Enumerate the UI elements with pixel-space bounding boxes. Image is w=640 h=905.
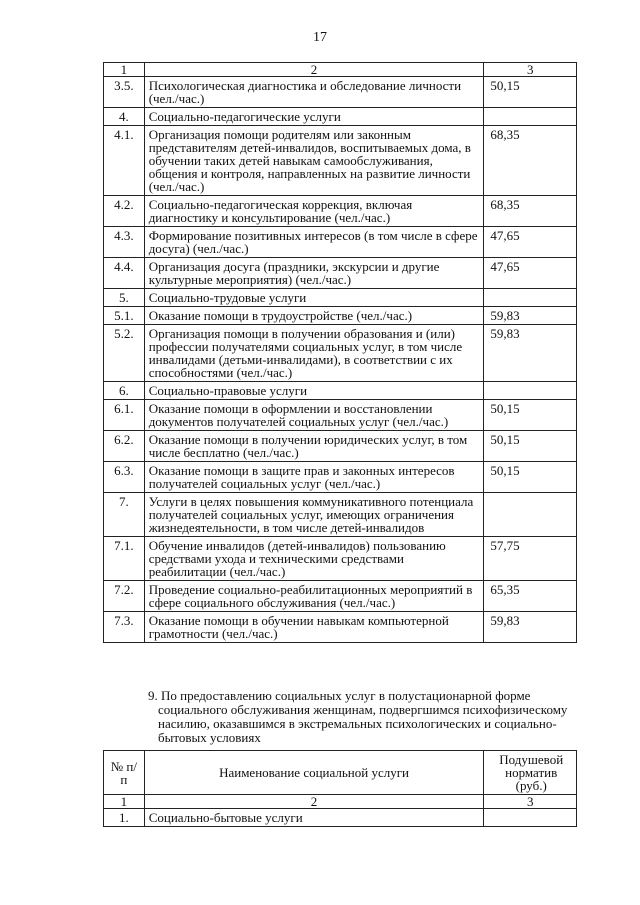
table-row <box>104 612 577 643</box>
norm-value: 47,65 <box>484 258 577 289</box>
table-row <box>104 462 577 493</box>
norm-value <box>484 493 577 537</box>
column-index-3: 3 <box>484 63 577 77</box>
column-header-norm: Подушевой норматив (руб.) <box>484 751 577 795</box>
service-name: Формирование позитивных интересов (в том числе в сфере досуга) (чел./час.) <box>144 227 484 258</box>
row-number: 6.3. <box>104 462 145 493</box>
row-number: 4.3. <box>104 227 145 258</box>
norm-value <box>484 382 577 400</box>
row-number: 6.1. <box>104 400 145 431</box>
norm-value: 59,83 <box>484 612 577 643</box>
service-name: Проведение социально-реабилитационных мероприятий в сфере социального обслуживания (чел./час.) <box>144 581 484 612</box>
row-number: 3.5. <box>104 77 145 108</box>
row-number: 5.1. <box>104 307 145 325</box>
row-number: 5.2. <box>104 325 145 382</box>
row-number: 7.2. <box>104 581 145 612</box>
service-name: Социально-правовые услуги <box>144 382 484 400</box>
norm-value: 50,15 <box>484 462 577 493</box>
table-row <box>104 400 577 431</box>
row-number: 5. <box>104 289 145 307</box>
service-name: Организация досуга (праздники, экскурсии и другие культурные мероприятия) (чел./час.) <box>144 258 484 289</box>
service-name: Оказание помощи в получении юридических услуг, в том числе бесплатно (чел./час.) <box>144 431 484 462</box>
column-index-1: 1 <box>104 63 145 77</box>
norm-value: 68,35 <box>484 126 577 196</box>
norm-value: 50,15 <box>484 77 577 108</box>
norm-value: 59,83 <box>484 325 577 382</box>
row-number: 4.1. <box>104 126 145 196</box>
row-number: 7.3. <box>104 612 145 643</box>
service-name: Социально-бытовые услуги <box>144 809 484 827</box>
table-row <box>104 493 577 537</box>
table-row <box>104 227 577 258</box>
service-name: Психологическая диагностика и обследование личности (чел./час.) <box>144 77 484 108</box>
section-9-line-1: 9. По предоставлению социальных услуг в полустационарной форме <box>148 688 531 703</box>
service-name: Социально-педагогические услуги <box>144 108 484 126</box>
norm-value: 57,75 <box>484 537 577 581</box>
table-row <box>104 537 577 581</box>
table-row <box>104 307 577 325</box>
row-number: 7.1. <box>104 537 145 581</box>
column-header-number: № п/п <box>104 751 145 795</box>
norm-value <box>484 809 577 827</box>
norm-value: 68,35 <box>484 196 577 227</box>
norm-value: 65,35 <box>484 581 577 612</box>
service-name: Оказание помощи в защите прав и законных интересов получателей социальных услуг (чел./час.) <box>144 462 484 493</box>
table-row <box>104 431 577 462</box>
table-row <box>104 325 577 382</box>
column-index-3: 3 <box>484 795 577 809</box>
column-index-1: 1 <box>104 795 145 809</box>
norm-value <box>484 108 577 126</box>
service-name: Организация помощи родителям или законным представителям детей-инвалидов, воспитываемых дома, в обучении таких детей навыкам самообслуживания, общения и контроля, направленных на развитие личности (чел./час.) <box>144 126 484 196</box>
column-index-2: 2 <box>144 795 484 809</box>
row-number: 4.2. <box>104 196 145 227</box>
table-column-index-row <box>104 795 577 809</box>
table-row <box>104 77 577 108</box>
table-row <box>104 581 577 612</box>
row-number: 6. <box>104 382 145 400</box>
section-9-heading <box>148 689 598 745</box>
service-name: Социально-трудовые услуги <box>144 289 484 307</box>
service-name: Социально-педагогическая коррекция, включая диагностику и консультирование (чел./час.) <box>144 196 484 227</box>
norm-value: 59,83 <box>484 307 577 325</box>
row-number: 4.4. <box>104 258 145 289</box>
norms-table-continued <box>103 62 577 643</box>
service-name: Оказание помощи в оформлении и восстановлении документов получателей социальных услуг (чел./час.) <box>144 400 484 431</box>
service-name: Оказание помощи в обучении навыкам компьютерной грамотности (чел./час.) <box>144 612 484 643</box>
row-number: 4. <box>104 108 145 126</box>
section-9-norms-table <box>103 750 577 827</box>
table-row <box>104 258 577 289</box>
service-name: Оказание помощи в трудоустройстве (чел./час.) <box>144 307 484 325</box>
norm-value: 47,65 <box>484 227 577 258</box>
norm-value: 50,15 <box>484 431 577 462</box>
table-row <box>104 809 577 827</box>
service-name: Организация помощи в получении образования и (или) профессии получателями социальных услуг, в том числе инвалидами (детьми-инвалидами), в соответствии с их способностями (чел./час.) <box>144 325 484 382</box>
table-row <box>104 126 577 196</box>
table-row <box>104 382 577 400</box>
table-row <box>104 289 577 307</box>
row-number: 1. <box>104 809 145 827</box>
page-number: 17 <box>313 30 327 45</box>
column-header-service-name: Наименование социальной услуги <box>144 751 484 795</box>
norm-value: 50,15 <box>484 400 577 431</box>
row-number: 6.2. <box>104 431 145 462</box>
column-index-2: 2 <box>144 63 484 77</box>
table-column-index-row <box>104 63 577 77</box>
row-number: 7. <box>104 493 145 537</box>
table-row <box>104 196 577 227</box>
service-name: Услуги в целях повышения коммуникативного потенциала получателей социальных услуг, имеющих ограничения жизнедеятельности, в том числе детей-инвалидов <box>144 493 484 537</box>
service-name: Обучение инвалидов (детей-инвалидов) пользованию средствами ухода и техническими средствами реабилитации (чел./час.) <box>144 537 484 581</box>
table-row <box>104 108 577 126</box>
table-header-row <box>104 751 577 795</box>
section-9-line-2: социального обслуживания женщинам, подвергшимся психофизическому насилию, оказавшимся в экстремальных психологических и социально-бытовых условиях <box>158 702 568 745</box>
norm-value <box>484 289 577 307</box>
